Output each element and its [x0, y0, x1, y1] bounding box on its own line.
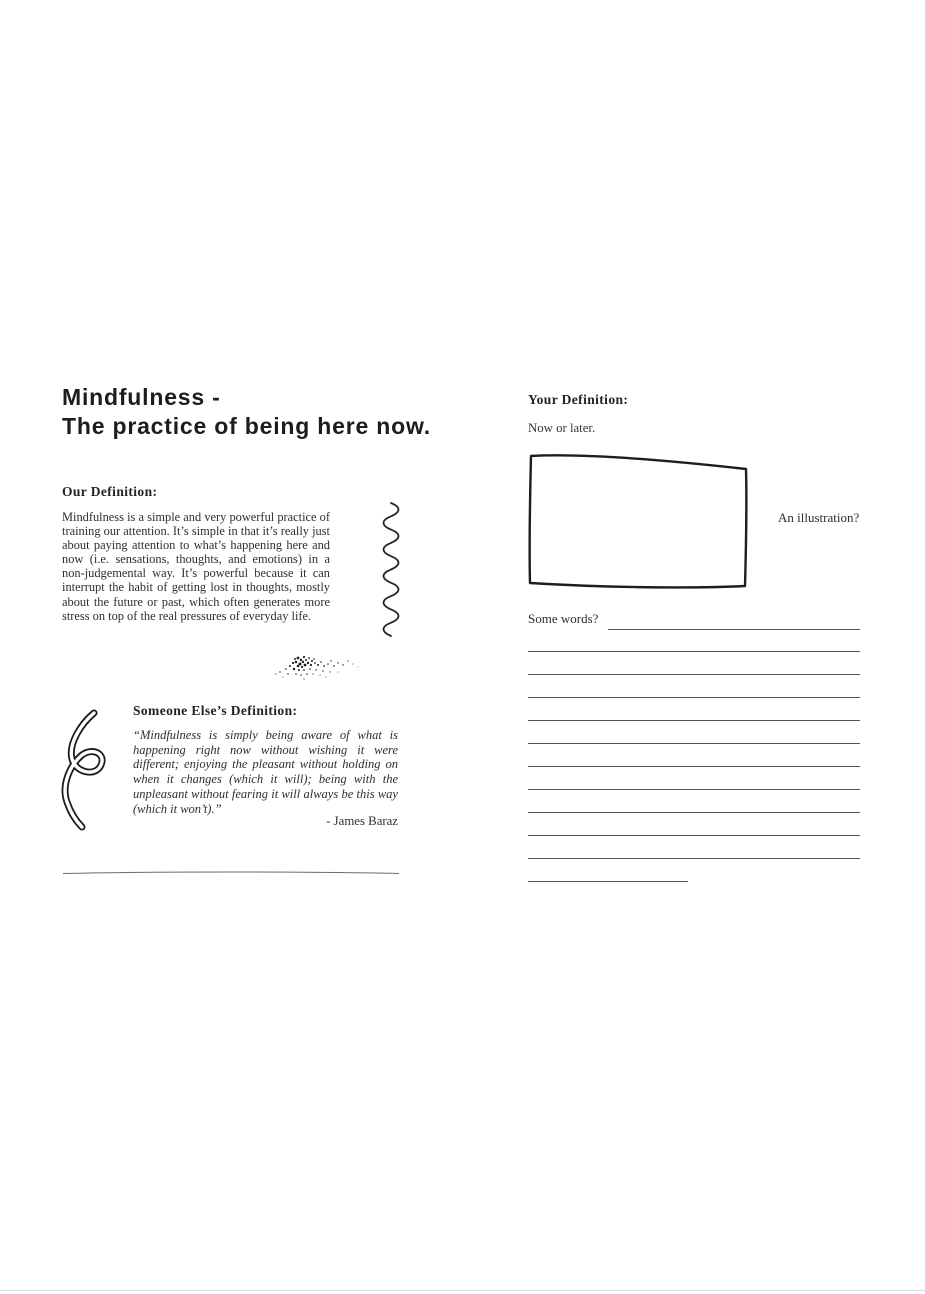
- ruled-line-short[interactable]: [528, 881, 688, 882]
- someone-elses-definition-quote: “Mindfulness is simply being aware of what is happening right now without wishing it were different; enjoying the pleasant without holding on when it changes (which it will); being with the unpleasant without fearing it will always be this way (which it won’t).”: [133, 728, 398, 816]
- illustration-caption: An illustration?: [778, 510, 860, 525]
- illustration-box[interactable]: [524, 449, 754, 593]
- ruled-line[interactable]: [528, 789, 860, 790]
- some-words-write-line[interactable]: [608, 629, 860, 630]
- ruled-line[interactable]: [528, 812, 860, 813]
- now-or-later-subheading: Now or later.: [528, 421, 596, 435]
- page-title: [62, 383, 431, 441]
- our-definition-body: Mindfulness is a simple and very powerful practice of training our attention. It’s simple in that it’s really just about paying attention to what’s happening here and now (i.e. sensations, thoughts, and emotions) in a non-judgemental way. It’s powerful because it can interrupt the habit of getting lost in thoughts, mostly about the future or past, which often generates more stress on top of the real pressures of everyday life.: [62, 510, 330, 623]
- ruled-line[interactable]: [528, 651, 860, 652]
- title-line1: Mindfulness -: [62, 384, 221, 410]
- page-bottom-edge: [0, 1290, 925, 1291]
- ruled-line[interactable]: [528, 766, 860, 767]
- ribbon-loop-doodle: [48, 705, 120, 837]
- ruled-line[interactable]: [528, 858, 860, 859]
- stipple-dots-doodle: [268, 644, 363, 690]
- ruled-lines: [528, 651, 860, 859]
- handdrawn-divider-line: [62, 870, 400, 875]
- some-words-label: Some words?: [528, 611, 599, 626]
- ruled-line[interactable]: [528, 697, 860, 698]
- vertical-squiggle-doodle: [377, 499, 403, 645]
- someone-elses-definition-heading: Someone Else’s Definition:: [133, 703, 298, 718]
- ruled-line[interactable]: [528, 674, 860, 675]
- quote-attribution: - James Baraz: [326, 814, 398, 828]
- your-definition-heading: Your Definition:: [528, 392, 629, 407]
- our-definition-heading: Our Definition:: [62, 484, 158, 499]
- ruled-line[interactable]: [528, 743, 860, 744]
- ruled-line[interactable]: [528, 720, 860, 721]
- title-line2: The practice of being here now.: [62, 413, 432, 439]
- ruled-line[interactable]: [528, 835, 860, 836]
